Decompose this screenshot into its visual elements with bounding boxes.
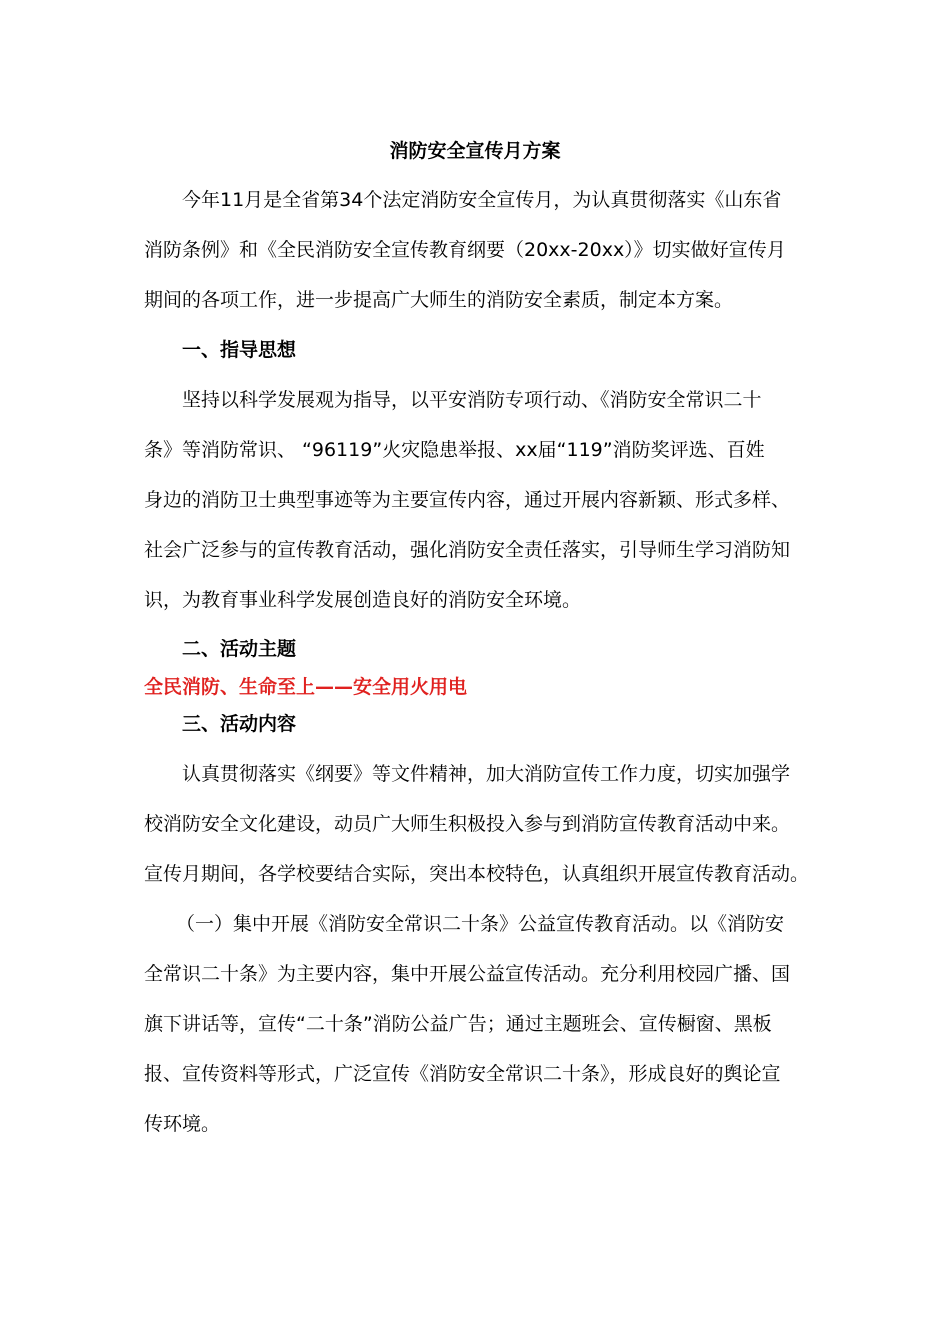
intro-line-2: 消防条例》和《全民消防安全宣传教育纲要（20xx-20xx）》切实做好宣传月 [144,239,786,261]
item-1-line-2: 全常识二十条》为主要内容，集中开展公益宣传活动。充分利用校园广播、国 [144,963,791,985]
section-1-heading: 一、指导思想 [182,339,297,361]
section-1-line-5: 识，为教育事业科学发展创造良好的消防安全环境。 [144,589,582,611]
section-1-line-3: 身边的消防卫士典型事迹等为主要宣传内容，通过开展内容新颖、形式多样、 [144,489,791,511]
section-3-line-2: 校消防安全文化建设，动员广大师生积极投入参与到消防宣传教育活动中来。 [144,813,791,835]
intro-line-1: 今年11月是全省第34个法定消防安全宣传月，为认真贯彻落实《山东省 [182,189,782,211]
section-1-line-4: 社会广泛参与的宣传教育活动，强化消防安全责任落实，引导师生学习消防知 [144,539,791,561]
item-1-line-4: 报、宣传资料等形式，广泛宣传《消防安全常识二十条》，形成良好的舆论宣 [144,1063,781,1085]
section-3-line-1: 认真贯彻落实《纲要》等文件精神，加大消防宣传工作力度，切实加强学 [182,763,791,785]
section-3-line-3: 宣传月期间，各学校要结合实际，突出本校特色，认真组织开展宣传教育活动。 [144,863,810,885]
section-2-heading: 二、活动主题 [182,638,297,660]
activity-theme: 全民消防、生命至上——安全用火用电 [144,676,468,698]
item-1-line-5: 传环境。 [144,1113,221,1135]
section-1-line-2: 条》等消防常识、 “96119”火灾隐患举报、xx届“119”消防奖评选、百姓 [144,439,765,461]
section-3-heading: 三、活动内容 [182,713,297,735]
document-title: 消防安全宣传月方案 [389,140,561,162]
item-1-line-1: （一）集中开展《消防安全常识二十条》公益宣传教育活动。以《消防安 [176,913,785,935]
intro-line-3: 期间的各项工作，进一步提高广大师生的消防安全素质，制定本方案。 [144,289,734,311]
section-1-line-1: 坚持以科学发展观为指导，以平安消防专项行动、《消防安全常识二十 [182,389,762,411]
item-1-line-3: 旗下讲话等，宣传“二十条”消防公益广告；通过主题班会、宣传橱窗、黑板 [144,1013,772,1035]
